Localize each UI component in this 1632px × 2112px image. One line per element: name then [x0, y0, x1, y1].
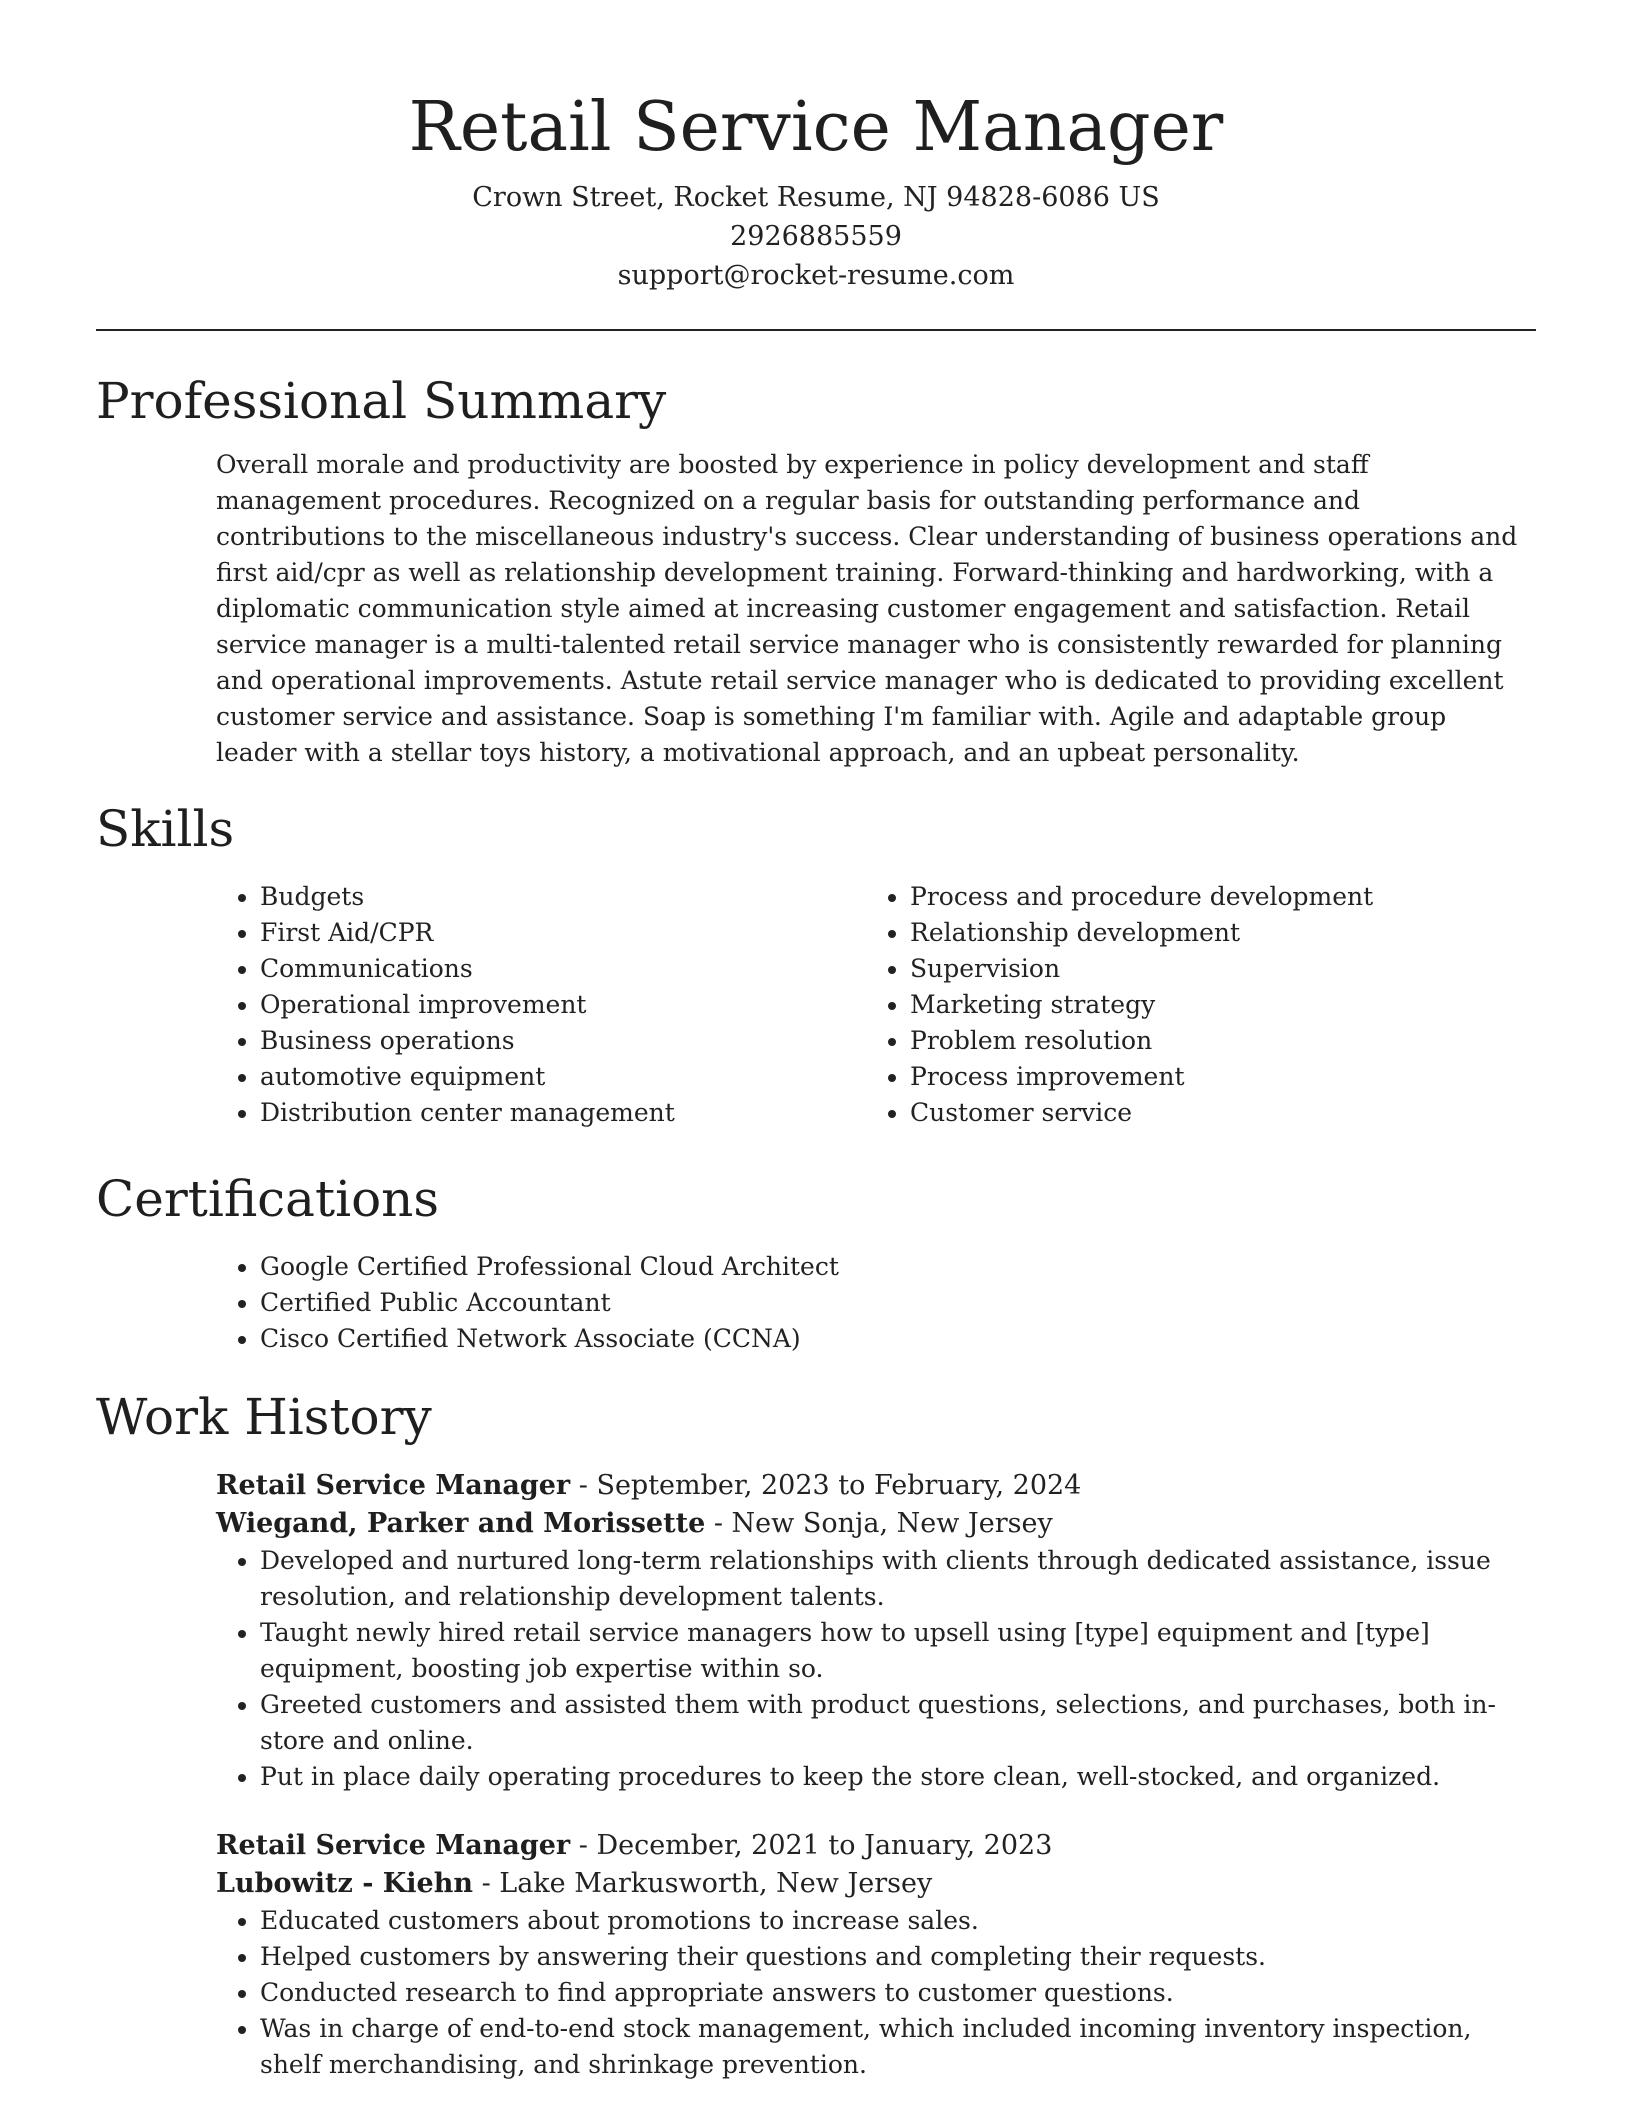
skill-item: • Operational improvement: [260, 987, 866, 1023]
job-duty-item: • Educated customers about promotions to increase sales.: [260, 1903, 1536, 1939]
skill-item: • Budgets: [260, 879, 866, 915]
skill-item: • Supervision: [910, 951, 1516, 987]
job-title: Retail Service Manager: [216, 1830, 571, 1861]
job-duty-item: • Helped customers by answering their questions and completing their requests.: [260, 1939, 1536, 1975]
job-company: Lubowitz - Kiehn: [216, 1868, 473, 1899]
skill-item: • Business operations: [260, 1023, 866, 1059]
job-company: Wiegand, Parker and Morissette: [216, 1508, 706, 1539]
skill-item: • Process improvement: [910, 1059, 1516, 1095]
certifications-heading: Certifications: [96, 1170, 440, 1228]
header-divider: [96, 329, 1536, 331]
skills-column-right: [866, 879, 1516, 1131]
skill-item: • Process and procedure development: [910, 879, 1516, 915]
skill-item: • Distribution center management: [260, 1095, 866, 1131]
skills-heading: Skills: [96, 800, 235, 858]
skills-grid: [216, 879, 1536, 1131]
job-duty-item: • Put in place daily operating procedures to keep the store clean, well-stocked, and organized.: [260, 1759, 1536, 1795]
skills-column-left: [216, 879, 866, 1131]
certification-item: • Cisco Certified Network Associate (CCNA): [260, 1321, 1536, 1357]
skill-item: • Marketing strategy: [910, 987, 1516, 1023]
contact-block: [96, 178, 1536, 295]
job-entry: [216, 1827, 1536, 2083]
job-location: - Lake Markusworth, New Jersey: [472, 1868, 933, 1899]
certifications-list: [216, 1249, 1536, 1357]
candidate-name: Retail Service Manager: [408, 88, 1224, 167]
skills-list-right: [866, 879, 1516, 1131]
job-duty-item: • Developed and nurtured long-term relationships with clients through dedicated assistance, issue resolution, and relationship development talents.: [260, 1543, 1536, 1615]
summary-heading: Professional Summary: [96, 372, 667, 430]
skill-item: • Problem resolution: [910, 1023, 1516, 1059]
resume-page: [96, 0, 1536, 2083]
skill-item: • Customer service: [910, 1095, 1516, 1131]
job-duties-list: [216, 1543, 1536, 1795]
address: Crown Street, Rocket Resume, NJ 94828-6086 US: [472, 182, 1160, 213]
certification-item: • Certified Public Accountant: [260, 1285, 1536, 1321]
job-title: Retail Service Manager: [216, 1470, 571, 1501]
resume-header: [96, 0, 1536, 295]
job-duty-item: • Conducted research to find appropriate answers to customer questions.: [260, 1975, 1536, 2011]
job-duty-item: • Was in charge of end-to-end stock management, which included incoming inventory inspection, shelf merchandising, and shrinkage prevention.: [260, 2011, 1536, 2083]
job-dates: - December, 2021 to January, 2023: [570, 1830, 1053, 1861]
work-history-heading: Work History: [96, 1388, 432, 1446]
skill-item: • Communications: [260, 951, 866, 987]
certifications-block: [216, 1249, 1536, 1357]
job-duty-item: • Greeted customers and assisted them with product questions, selections, and purchases, both in-store and online.: [260, 1687, 1536, 1759]
skills-list-left: [216, 879, 866, 1131]
job-dates: - September, 2023 to February, 2024: [570, 1470, 1082, 1501]
summary-text: Overall morale and productivity are boosted by experience in policy development and staff management procedures. Recognized on a regular basis for outstanding performance and contributions to the miscellaneous industry's success. Clear understanding of business operations and first aid/cpr as well as relationship development training. Forward-thinking and hardworking, with a diplomatic communication style aimed at increasing customer engagement and satisfaction. Retail service manager is a multi-talented retail service manager who is consistently rewarded for planning and operational improvements. Astute retail service manager who is dedicated to providing excellent customer service and assistance. Soap is something I'm familiar with. Agile and adaptable group leader with a stellar toys history, a motivational approach, and an upbeat personality.: [216, 450, 1518, 767]
job-title-line: [216, 1827, 1536, 1865]
skill-item: • First Aid/CPR: [260, 915, 866, 951]
job-duties-list: [216, 1903, 1536, 2083]
job-location: - New Sonja, New Jersey: [705, 1508, 1053, 1539]
email: support@rocket-resume.com: [617, 260, 1015, 291]
skill-item: • automotive equipment: [260, 1059, 866, 1095]
job-title-line: [216, 1467, 1536, 1505]
certification-item: • Google Certified Professional Cloud Architect: [260, 1249, 1536, 1285]
phone: 2926885559: [730, 221, 902, 252]
job-entry: [216, 1467, 1536, 1795]
job-duty-item: • Taught newly hired retail service managers how to upsell using [type] equipment and [type] equipment, boosting job expertise within so.: [260, 1615, 1536, 1687]
job-company-line: [216, 1505, 1536, 1543]
job-company-line: [216, 1865, 1536, 1903]
skill-item: • Relationship development: [910, 915, 1516, 951]
